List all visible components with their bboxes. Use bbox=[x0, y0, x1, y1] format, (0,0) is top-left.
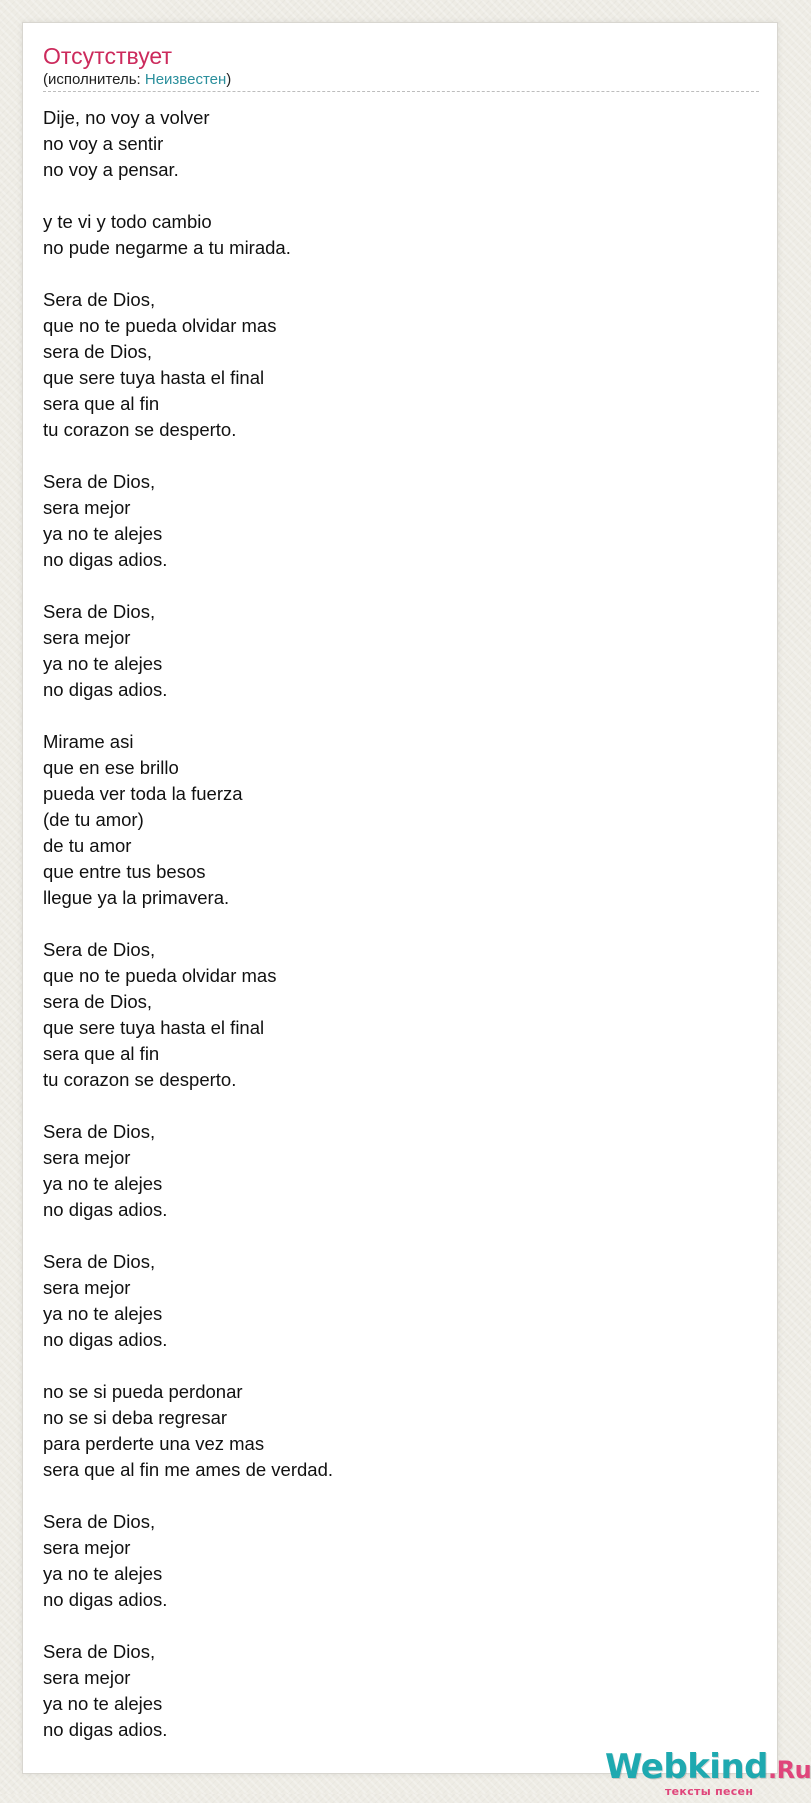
artist-link[interactable]: Неизвестен bbox=[144, 71, 227, 88]
lyrics-line: que no te pueda olvidar mas bbox=[43, 965, 277, 986]
lyrics-line: (de tu amor) bbox=[43, 809, 144, 830]
lyrics-line: pueda ver toda la fuerza bbox=[43, 783, 243, 804]
lyrics-stanza bbox=[43, 937, 759, 1093]
logo-main-text: Webkind bbox=[605, 1747, 768, 1787]
lyrics-line: no pude negarme a tu mirada. bbox=[43, 237, 291, 258]
song-header bbox=[43, 41, 759, 92]
lyrics-body bbox=[43, 105, 759, 1769]
logo-tld: .Ru bbox=[768, 1756, 811, 1784]
lyrics-stanza bbox=[43, 469, 759, 573]
lyrics-line: ya no te alejes bbox=[43, 1693, 163, 1714]
lyrics-stanza bbox=[43, 105, 759, 183]
lyrics-line: sera mejor bbox=[43, 627, 131, 648]
lyrics-line: llegue ya la primavera. bbox=[43, 887, 230, 908]
lyrics-line: sera mejor bbox=[43, 1277, 131, 1298]
lyrics-stanza bbox=[43, 1509, 759, 1613]
lyrics-line: no digas adios. bbox=[43, 1199, 168, 1220]
lyrics-stanza bbox=[43, 729, 759, 911]
lyrics-line: no digas adios. bbox=[43, 1719, 168, 1740]
lyrics-stanza bbox=[43, 1249, 759, 1353]
lyrics-line: sera que al fin me ames de verdad. bbox=[43, 1459, 333, 1480]
lyrics-line: que sere tuya hasta el final bbox=[43, 1017, 265, 1038]
lyrics-line: ya no te alejes bbox=[43, 653, 163, 674]
artist-line bbox=[43, 71, 759, 92]
site-logo[interactable] bbox=[605, 1747, 811, 1803]
lyrics-line: Sera de Dios, bbox=[43, 471, 156, 492]
lyrics-line: tu corazon se desperto. bbox=[43, 1069, 237, 1090]
lyrics-line: ya no te alejes bbox=[43, 1173, 163, 1194]
lyrics-line: no digas adios. bbox=[43, 679, 168, 700]
lyrics-line: no digas adios. bbox=[43, 1589, 168, 1610]
lyrics-line: que entre tus besos bbox=[43, 861, 206, 882]
lyrics-line: sera de Dios, bbox=[43, 991, 152, 1012]
logo-tagline: тексты песен bbox=[665, 1785, 754, 1798]
lyrics-stanza bbox=[43, 287, 759, 443]
lyrics-line: no se si deba regresar bbox=[43, 1407, 228, 1428]
lyrics-stanza bbox=[43, 599, 759, 703]
lyrics-line: Sera de Dios, bbox=[43, 1641, 156, 1662]
lyrics-line: y te vi y todo cambio bbox=[43, 211, 212, 232]
lyrics-line: para perderte una vez mas bbox=[43, 1433, 265, 1454]
lyrics-line: ya no te alejes bbox=[43, 523, 163, 544]
lyrics-line: de tu amor bbox=[43, 835, 132, 856]
lyrics-stanza bbox=[43, 1379, 759, 1483]
lyrics-line: sera mejor bbox=[43, 497, 131, 518]
lyrics-line: no digas adios. bbox=[43, 549, 168, 570]
lyrics-line: sera que al fin bbox=[43, 393, 160, 414]
artist-suffix: ) bbox=[226, 71, 232, 88]
lyrics-line: no voy a sentir bbox=[43, 133, 164, 154]
lyrics-line: no se si pueda perdonar bbox=[43, 1381, 243, 1402]
lyrics-card bbox=[22, 22, 811, 1798]
lyrics-line: que sere tuya hasta el final bbox=[43, 367, 265, 388]
logo-wordmark bbox=[605, 1747, 811, 1790]
lyrics-line: que en ese brillo bbox=[43, 757, 179, 778]
lyrics-line: ya no te alejes bbox=[43, 1303, 163, 1324]
lyrics-line: que no te pueda olvidar mas bbox=[43, 315, 277, 336]
lyrics-line: sera mejor bbox=[43, 1147, 131, 1168]
lyrics-line: Sera de Dios, bbox=[43, 939, 156, 960]
lyrics-line: sera mejor bbox=[43, 1667, 131, 1688]
lyrics-line: Dije, no voy a volver bbox=[43, 107, 210, 128]
lyrics-stanza bbox=[43, 209, 759, 261]
lyrics-line: Sera de Dios, bbox=[43, 289, 156, 310]
lyrics-line: sera mejor bbox=[43, 1537, 131, 1558]
lyrics-line: sera de Dios, bbox=[43, 341, 152, 362]
artist-prefix: (исполнитель: bbox=[43, 71, 145, 88]
lyrics-stanza bbox=[43, 1119, 759, 1223]
lyrics-line: tu corazon se desperto. bbox=[43, 419, 237, 440]
lyrics-line: sera que al fin bbox=[43, 1043, 160, 1064]
lyrics-line: Sera de Dios, bbox=[43, 1121, 156, 1142]
lyrics-line: ya no te alejes bbox=[43, 1563, 163, 1584]
lyrics-line: Sera de Dios, bbox=[43, 1251, 156, 1272]
lyrics-stanza bbox=[43, 1639, 759, 1743]
song-title: Отсутствует bbox=[43, 43, 172, 69]
lyrics-line: Mirame asi bbox=[43, 731, 134, 752]
lyrics-line: no voy a pensar. bbox=[43, 159, 179, 180]
lyrics-line: Sera de Dios, bbox=[43, 1511, 156, 1532]
lyrics-line: no digas adios. bbox=[43, 1329, 168, 1350]
lyrics-line: Sera de Dios, bbox=[43, 601, 156, 622]
